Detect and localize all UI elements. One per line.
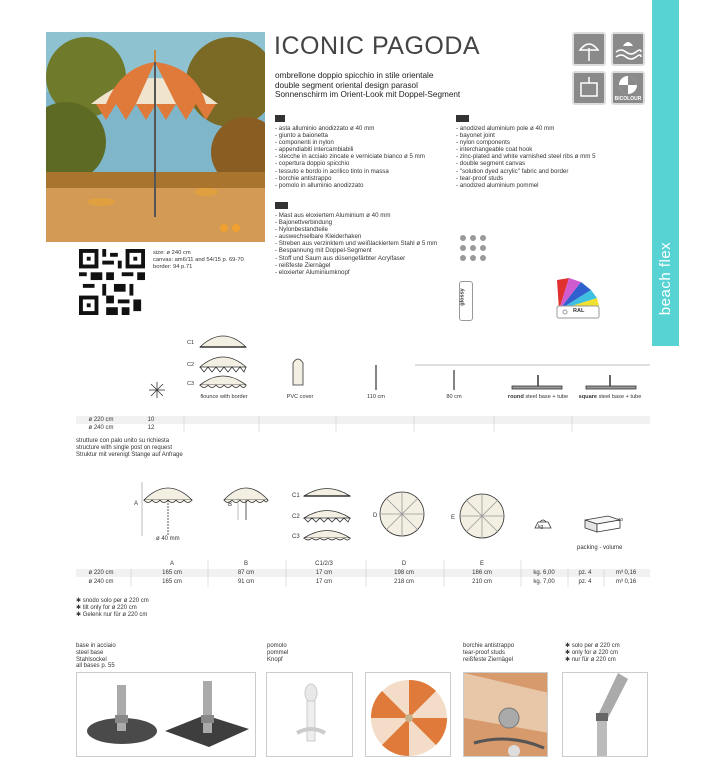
round-bold: round: [507, 394, 524, 400]
border-line: border: 94 p.71: [153, 263, 193, 270]
dim-header: E: [479, 561, 484, 567]
qr-code[interactable]: [78, 249, 146, 315]
pole-80-label: 80 cm: [446, 394, 462, 400]
dim-b: 87 cm: [237, 570, 255, 576]
base-caption: [76, 643, 116, 670]
product-photo: [46, 32, 265, 242]
flounce-label: flounce with border: [200, 394, 248, 400]
spec-item: - pomolo in alluminio anodizzato: [275, 181, 364, 189]
c3-label: C3: [187, 381, 195, 387]
ral-swatch: [555, 276, 603, 325]
side-tab: [652, 0, 679, 346]
tilt-line: ✱ solo per ø 220 cm: [565, 643, 620, 649]
structure-line: strutture con palo unito su richiesta: [76, 438, 170, 444]
dim-c1-label: C1: [292, 493, 300, 499]
spec-item: - tear-proof studs: [456, 174, 504, 182]
spec-item: - asta alluminio anodizzato ø 40 mm: [275, 125, 375, 132]
spec-list-it: [275, 107, 425, 189]
spec-item: - bayonet joint: [456, 132, 495, 140]
structure-line: Struktur mit verenigt Stange auf Anfrage: [76, 452, 183, 458]
base-crate-icon: [572, 71, 606, 105]
spec-item: - zinc-plated and white varnished steel ribs ø mm 5: [456, 153, 596, 161]
dim-a-label: A: [134, 501, 139, 507]
dim-e: 210 cm: [472, 579, 492, 585]
spec-item: - anodized aluminium pole ø 40 mm: [456, 125, 555, 132]
spec-item: - appendiabiti intercambiabili: [275, 146, 354, 154]
structure-line: structure with single post on request: [76, 445, 173, 451]
dim-table-grid: [76, 560, 650, 587]
tilt-umbrella-icon: [572, 32, 606, 66]
pommel-line: pomolo: [267, 643, 287, 649]
studs-caption: [463, 643, 514, 663]
base-line: all bases p. 55: [76, 663, 115, 670]
studs-line: borchie antistrappo: [463, 643, 515, 649]
dim-size: ø 220 cm: [88, 570, 114, 576]
spec-list-en: [456, 107, 596, 189]
option-ribs: 12: [147, 425, 155, 431]
square-base-label: [572, 394, 648, 401]
subtitle-de: Sonnenschirm im Orient-Look mit Doppel-Segment: [275, 90, 461, 100]
pvc-label: PVC cover: [286, 394, 314, 400]
subtitle-it: ombrellone doppio spicchio in stile orientale: [275, 71, 434, 80]
size-info: [153, 250, 244, 270]
beach-water-icon: [611, 32, 645, 66]
option-table-grid: [76, 416, 650, 432]
packing-label: packing - volume: [577, 545, 623, 551]
spec-item: - componenti in nylon: [275, 139, 334, 147]
canvas-line: canvas: am6/11 and 54/15 p. 69-70: [153, 256, 244, 263]
spec-item: - tessuto e bordo in acrilico tinto in massa: [275, 167, 389, 175]
joint-note: [76, 598, 149, 619]
box-dim-label: 10: [618, 517, 624, 522]
dim-b-label: B: [228, 502, 233, 508]
studs-line: tear-proof studs: [463, 649, 506, 656]
lang-tag-en: EN: [458, 115, 467, 122]
c1-label: C1: [187, 340, 195, 346]
dim-header: D: [401, 561, 407, 567]
glossy-badge: [459, 281, 473, 321]
studs-grid-icon: [458, 233, 488, 268]
pommel-caption: [267, 643, 288, 663]
dim-header: C1/2/3: [315, 561, 333, 567]
subtitle-en: double segment oriental design parasol: [275, 80, 418, 90]
pommel-photo: [266, 672, 353, 757]
dim-b: 91 cm: [237, 579, 255, 585]
spec-item: - Streben aus verzinktem und weißlackiertem Stahl ø 5 mm: [275, 240, 438, 248]
dim-m3: m³ 0,16: [615, 570, 637, 576]
dim-pz: pz. 4: [578, 579, 592, 585]
spec-item: - reißfeste Ziernägel: [275, 261, 331, 269]
spec-item: - Nylonbestandteile: [275, 226, 328, 234]
base-line: Stahlsockel: [76, 656, 107, 663]
tilt-line: ✱ nur für ø 220 cm: [565, 656, 616, 663]
weight-icon-label: kg: [538, 524, 544, 530]
dim-d: 198 cm: [394, 570, 414, 576]
base-line: base in acciaio: [76, 643, 116, 649]
dim-size: ø 240 cm: [88, 579, 114, 585]
dim-kg: kg. 7,00: [533, 579, 555, 585]
pole-diameter-label: ø 40 mm: [156, 536, 180, 542]
spec-item: - borchie antistrappo: [275, 174, 332, 182]
spec-item: - double segment canvas: [456, 160, 526, 168]
size-line: size: ø 240 cm: [153, 250, 191, 256]
tilt-joint-photo: [562, 672, 648, 757]
option-ribs: 10: [147, 417, 155, 423]
dim-a: 165 cm: [162, 570, 182, 576]
joint-line: ✱ Gelenk nur für ø 220 cm: [76, 612, 148, 618]
spec-item: - interchangeable coat hook: [456, 146, 533, 154]
dim-e: 186 cm: [472, 570, 492, 576]
dim-e-label: E: [451, 515, 456, 521]
dim-a: 165 cm: [162, 579, 182, 585]
bicolour-label: BICOLOUR: [614, 96, 642, 102]
dim-c2-label: C2: [292, 514, 300, 520]
spec-item: - "solution dyed acrylic" fabric and border: [456, 167, 569, 175]
structure-note: [76, 438, 183, 459]
tilt-caption: [565, 643, 620, 663]
pommel-line: pommel: [267, 649, 289, 656]
dim-c3-label: C3: [292, 534, 300, 540]
square-rest: steel base + tube: [598, 394, 642, 400]
dim-c: 17 cm: [315, 570, 333, 576]
dim-header: A: [169, 561, 174, 567]
umbrella-icon: ☂: [655, 33, 666, 47]
studs-photo: [463, 672, 548, 757]
spec-item: - Bajonettverbindung: [275, 219, 333, 227]
glossy-label: glossy: [459, 288, 466, 306]
dim-pz: pz. 4: [578, 570, 592, 576]
ral-label: RAL: [573, 308, 585, 314]
c2-label: C2: [187, 362, 195, 368]
tilt-line: ✱ only for ø 220 cm: [565, 649, 619, 656]
dim-d-label: D: [373, 513, 378, 519]
dim-kg: kg. 6,00: [533, 570, 555, 576]
page-title: ICONIC PAGODA: [274, 32, 481, 60]
spec-item: - Mast aus eloxiertem Aluminium ø 40 mm: [275, 212, 391, 219]
round-rest: steel base + tube: [525, 394, 569, 400]
side-label: beach flex: [657, 241, 675, 316]
dimension-drawings: [130, 478, 650, 558]
spec-list-de: [275, 194, 437, 276]
spec-item: - anodized aluminium pommel: [456, 181, 539, 189]
round-base-label: [500, 394, 576, 401]
studs-line: reißfeste Ziernägel: [463, 656, 514, 663]
base-line: steel base: [76, 649, 104, 656]
joint-line: ✱ tilt only for ø 220 cm: [76, 605, 137, 611]
spec-item: - Stoff und Saum aus düsengefärbter Acrylfaser: [275, 254, 406, 262]
dim-m3: m³ 0,16: [615, 579, 637, 585]
joint-line: ✱ snodo solo per ø 220 cm: [76, 598, 149, 604]
pommel-line: Knopf: [267, 656, 283, 663]
option-size: ø 220 cm: [88, 417, 114, 423]
spec-item: - stecche in acciaio zincate e verniciate bianco ø 5 mm: [275, 153, 425, 161]
lang-tag-it: IT: [277, 115, 283, 122]
spec-item: - giunto a baionetta: [275, 132, 328, 140]
option-size: ø 240 cm: [88, 425, 114, 431]
pole-110-label: 110 cm: [367, 394, 385, 400]
spec-item: - auswechselbare Kleiderhaken: [275, 233, 362, 241]
spec-item: - nylon components: [456, 139, 510, 147]
spec-item: - Bespannung mit Doppel-Segment: [275, 247, 372, 255]
spec-item: - eloxierter Aluminiumknopf: [275, 268, 350, 276]
dim-c: 17 cm: [315, 579, 333, 585]
square-bold: square: [578, 394, 597, 400]
lang-tag-de: DE: [277, 202, 286, 209]
subtitle-block: [275, 71, 460, 100]
base-photo: [76, 672, 256, 757]
canvas-photo: [365, 672, 451, 757]
bicolour-icon: [611, 71, 645, 105]
spec-item: - copertura doppio spicchio: [275, 160, 350, 168]
dim-d: 218 cm: [394, 579, 414, 585]
dim-header: B: [243, 561, 248, 567]
